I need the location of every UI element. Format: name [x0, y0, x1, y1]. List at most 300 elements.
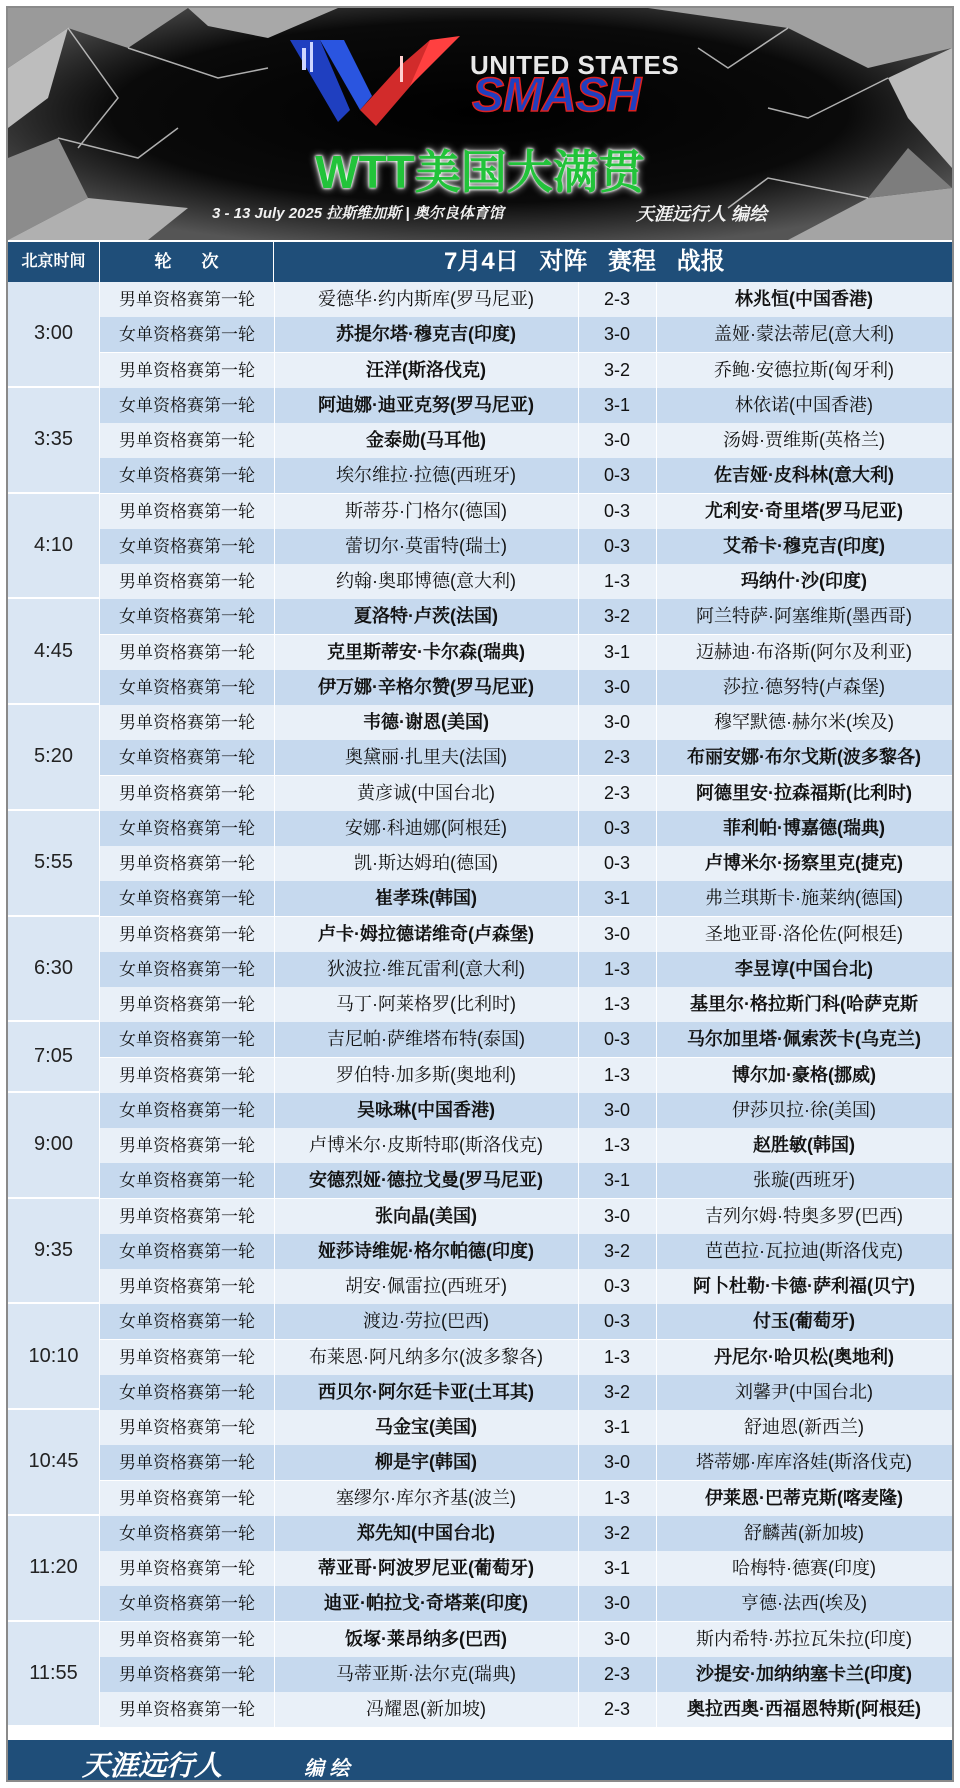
player1-cell: 狄波拉·维瓦雷利(意大利) — [327, 958, 525, 979]
column-divider — [274, 494, 275, 529]
round-cell: 女单资格赛第一轮 — [119, 959, 255, 979]
column-divider — [656, 1586, 657, 1621]
match-row — [100, 1445, 952, 1480]
player2-cell: 塔蒂娜·库库洛娃(斯洛伐克) — [696, 1452, 912, 1473]
column-divider — [656, 811, 657, 846]
column-divider — [274, 1093, 275, 1128]
column-divider — [578, 1586, 579, 1621]
round-cell: 男单资格赛第一轮 — [119, 1418, 255, 1437]
round-cell: 女单资格赛第一轮 — [119, 1382, 255, 1402]
column-divider — [578, 1692, 579, 1727]
header-date-title: 7月4日 对阵 赛程 战报 — [444, 248, 725, 275]
table-header — [8, 242, 952, 282]
column-divider — [578, 776, 579, 811]
round-cell: 男单资格赛第一轮 — [119, 572, 255, 591]
round-cell: 女单资格赛第一轮 — [119, 818, 255, 838]
event-title: WTT美国大满贯 — [315, 146, 645, 198]
player2-cell: 刘馨尹(中国台北) — [735, 1381, 873, 1402]
column-divider — [656, 635, 657, 670]
column-divider — [656, 1375, 657, 1410]
column-divider — [656, 1692, 657, 1727]
column-divider — [578, 1304, 579, 1339]
score-cell: 3-2 — [603, 606, 630, 627]
column-divider — [578, 529, 579, 564]
score-cell: 1-3 — [603, 1346, 630, 1367]
column-divider — [578, 1269, 579, 1304]
column-divider — [656, 1269, 657, 1304]
column-divider — [578, 282, 579, 317]
poster-frame — [6, 6, 954, 1782]
column-divider — [274, 1551, 275, 1586]
score-cell: 3-0 — [603, 1099, 630, 1120]
column-divider — [274, 776, 275, 811]
column-divider — [656, 282, 657, 317]
player2-cell: 佐吉娅·皮科林(意大利) — [714, 465, 894, 486]
column-divider — [274, 1128, 275, 1163]
column-divider — [274, 1445, 275, 1480]
round-cell: 男单资格赛第一轮 — [119, 1629, 255, 1649]
column-divider — [656, 1410, 657, 1445]
time-slot: 9:00 — [8, 1093, 100, 1199]
score-cell: 2-3 — [603, 1663, 630, 1684]
player2-cell: 圣地亚哥·洛伦佐(阿根廷) — [705, 923, 903, 944]
round-cell: 男单资格赛第一轮 — [119, 1065, 255, 1085]
match-row — [100, 388, 952, 423]
match-row — [100, 1340, 952, 1375]
player2-cell: 乔鲍·安德拉斯(匈牙利) — [714, 359, 894, 380]
logo-text-top: UNITED STATES — [470, 50, 680, 80]
player2-cell: 汤姆·贾维斯(英格兰) — [723, 430, 885, 450]
round-cell: 男单资格赛第一轮 — [119, 783, 255, 803]
time-slot: 3:00 — [8, 282, 100, 388]
column-divider — [274, 529, 275, 564]
score-cell: 3-0 — [603, 1628, 630, 1649]
player1-cell: 渡边·劳拉(巴西) — [363, 1311, 489, 1332]
column-divider — [656, 599, 657, 634]
player2-cell: 玛纳什·沙(印度) — [741, 571, 867, 591]
column-divider — [578, 1622, 579, 1657]
column-divider — [578, 1375, 579, 1410]
score-cell: 3-0 — [603, 676, 630, 697]
score-cell: 3-0 — [603, 1205, 630, 1226]
column-divider — [274, 1022, 275, 1057]
score-cell: 3-2 — [603, 359, 630, 380]
match-row — [100, 1163, 952, 1198]
column-divider — [274, 881, 275, 916]
player1-cell: 安娜·科迪娜(阿根廷) — [345, 817, 507, 838]
score-cell: 0-3 — [603, 1311, 630, 1332]
column-divider — [274, 282, 275, 317]
score-cell: 3-1 — [603, 394, 630, 415]
match-row — [100, 1128, 952, 1163]
column-divider — [578, 881, 579, 916]
column-divider — [274, 1375, 275, 1410]
round-cell: 女单资格赛第一轮 — [119, 748, 255, 768]
player2-cell: 哈梅特·德赛(印度) — [732, 1558, 876, 1578]
column-divider — [578, 388, 579, 423]
column-divider — [578, 917, 579, 952]
player2-cell: 莎拉·德努特(卢森堡) — [723, 676, 885, 697]
round-cell: 男单资格赛第一轮 — [119, 1664, 255, 1684]
time-slot: 5:55 — [8, 811, 100, 917]
round-cell: 女单资格赛第一轮 — [119, 1100, 255, 1120]
column-divider — [578, 740, 579, 775]
column-divider — [274, 1622, 275, 1657]
player1-cell: 吴咏琳(中国香港) — [357, 1099, 495, 1120]
round-cell: 女单资格赛第一轮 — [119, 889, 255, 909]
column-divider — [656, 881, 657, 916]
score-cell: 0-3 — [603, 853, 630, 873]
round-cell: 男单资格赛第一轮 — [119, 431, 255, 450]
player2-cell: 迈赫迪·布洛斯(阿尔及利亚) — [696, 641, 912, 662]
player1-cell: 伊万娜·辛格尔赞(罗马尼亚) — [318, 676, 534, 697]
match-row — [100, 529, 952, 564]
column-divider — [578, 458, 579, 493]
match-row — [100, 1058, 952, 1093]
match-row — [100, 1622, 952, 1657]
player2-cell: 弗兰琪斯卡·施莱纳(德国) — [705, 888, 903, 909]
player1-cell: 爱德华·约内斯库(罗马尼亚) — [318, 289, 534, 309]
match-row — [100, 740, 952, 775]
player1-cell: 金泰勋(马耳他) — [366, 430, 486, 450]
match-row — [100, 1692, 952, 1727]
score-cell: 0-3 — [603, 1029, 630, 1050]
player1-cell: 布莱恩·阿凡纳多尔(波多黎各) — [309, 1346, 543, 1367]
column-divider — [274, 388, 275, 423]
column-divider — [274, 564, 275, 599]
score-cell: 0-3 — [603, 1276, 630, 1296]
round-cell: 男单资格赛第一轮 — [119, 360, 255, 380]
player1-cell: 奥黛丽·扎里夫(法国) — [345, 747, 507, 768]
score-cell: 3-1 — [603, 888, 630, 909]
score-cell: 2-3 — [603, 1699, 630, 1719]
player2-cell: 伊莎贝拉·徐(美国) — [732, 1099, 876, 1120]
player2-cell: 马尔加里塔·佩索茨卡(乌克兰) — [687, 1029, 921, 1050]
round-cell: 女单资格赛第一轮 — [119, 325, 255, 345]
column-divider — [656, 529, 657, 564]
match-row — [100, 1586, 952, 1621]
round-cell: 男单资格赛第一轮 — [119, 1206, 255, 1226]
column-divider — [656, 1022, 657, 1057]
round-cell: 男单资格赛第一轮 — [119, 1453, 255, 1473]
column-divider — [578, 1551, 579, 1586]
column-divider — [274, 635, 275, 670]
header-time: 北京时间 — [8, 242, 100, 282]
round-cell: 男单资格赛第一轮 — [119, 1559, 255, 1578]
round-cell: 女单资格赛第一轮 — [119, 1241, 255, 1261]
round-cell: 女单资格赛第一轮 — [119, 607, 255, 627]
time-slot: 10:10 — [8, 1304, 100, 1410]
match-row — [100, 917, 952, 952]
column-divider — [578, 1199, 579, 1234]
player1-cell: 张向晶(美国) — [375, 1205, 477, 1226]
column-divider — [656, 353, 657, 388]
column-divider — [656, 423, 657, 458]
player2-cell: 丹尼尔·哈贝松(奥地利) — [714, 1346, 894, 1367]
column-divider — [578, 987, 579, 1022]
column-divider — [656, 1551, 657, 1586]
round-cell: 男单资格赛第一轮 — [119, 501, 255, 521]
round-cell: 男单资格赛第一轮 — [119, 713, 255, 732]
player1-cell: 马蒂亚斯·法尔克(瑞典) — [336, 1663, 516, 1684]
player1-cell: 塞缪尔·库尔齐基(波兰) — [336, 1487, 516, 1508]
score-cell: 2-3 — [603, 747, 630, 768]
round-cell: 女单资格赛第一轮 — [119, 466, 255, 486]
player2-cell: 阿兰特萨·阿塞维斯(墨西哥) — [696, 606, 912, 627]
round-cell: 男单资格赛第一轮 — [119, 642, 255, 662]
column-divider — [578, 1340, 579, 1375]
score-cell: 3-0 — [603, 923, 630, 944]
player1-cell: 马金宝(美国) — [375, 1417, 477, 1437]
column-divider — [274, 1586, 275, 1621]
player1-cell: 夏洛特·卢茨(法国) — [354, 606, 498, 627]
player1-cell: 吉尼帕·萨维塔布特(泰国) — [327, 1029, 525, 1050]
round-cell: 男单资格赛第一轮 — [119, 1277, 255, 1296]
column-divider — [656, 740, 657, 775]
player2-cell: 伊莱恩·巴蒂克斯(喀麦隆) — [705, 1487, 903, 1508]
column-divider — [656, 1199, 657, 1234]
match-row — [100, 705, 952, 740]
score-cell: 3-1 — [603, 641, 630, 662]
footer-bar — [8, 1740, 952, 1782]
column-divider — [656, 1128, 657, 1163]
player1-cell: 冯耀恩(新加坡) — [366, 1699, 486, 1719]
column-divider — [274, 353, 275, 388]
match-row — [100, 494, 952, 529]
player2-cell: 艾希卡·穆克吉(印度) — [723, 535, 885, 556]
column-divider — [578, 353, 579, 388]
column-divider — [656, 776, 657, 811]
player2-cell: 穆罕默德·赫尔米(埃及) — [714, 712, 894, 732]
column-divider — [274, 1058, 275, 1093]
player1-cell: 蕾切尔·莫雷特(瑞士) — [345, 535, 507, 556]
score-cell: 3-0 — [603, 1593, 630, 1614]
column-divider — [578, 635, 579, 670]
match-row — [100, 670, 952, 705]
match-row — [100, 1022, 952, 1057]
column-divider — [656, 1445, 657, 1480]
round-cell: 男单资格赛第一轮 — [119, 290, 255, 309]
player1-cell: 黄彦诚(中国台北) — [357, 782, 495, 803]
player1-cell: 饭塚·莱昂纳多(巴西) — [345, 1628, 507, 1649]
match-row — [100, 458, 952, 493]
player1-cell: 崔孝珠(韩国) — [375, 888, 477, 909]
player1-cell: 卢博米尔·皮斯特耶(斯洛伐克) — [309, 1135, 543, 1155]
score-cell: 3-2 — [603, 1381, 630, 1402]
round-cell: 男单资格赛第一轮 — [119, 1700, 255, 1719]
column-divider — [578, 1410, 579, 1445]
player2-cell: 吉列尔姆·特奥多罗(巴西) — [705, 1205, 903, 1226]
round-cell: 男单资格赛第一轮 — [119, 1347, 255, 1367]
player1-cell: 汪洋(斯洛伐克) — [366, 359, 486, 380]
footer-label: 编 绘 — [304, 1758, 350, 1780]
column-divider — [578, 1093, 579, 1128]
round-cell: 男单资格赛第一轮 — [119, 924, 255, 944]
score-cell: 3-1 — [603, 1417, 630, 1437]
player1-cell: 胡安·佩雷拉(西班牙) — [345, 1276, 507, 1296]
score-cell: 0-3 — [603, 817, 630, 838]
player1-cell: 约翰·奥耶博德(意大利) — [336, 571, 516, 591]
round-cell: 女单资格赛第一轮 — [119, 395, 255, 415]
match-row — [100, 317, 952, 352]
column-divider — [656, 317, 657, 352]
player1-cell: 西贝尔·阿尔廷卡亚(土耳其) — [318, 1381, 534, 1402]
score-cell: 3-0 — [603, 324, 630, 345]
time-slot: 10:45 — [8, 1410, 100, 1516]
column-divider — [274, 599, 275, 634]
player1-cell: 阿迪娜·迪亚克努(罗马尼亚) — [318, 394, 534, 415]
round-cell: 男单资格赛第一轮 — [119, 1136, 255, 1155]
column-divider — [656, 1304, 657, 1339]
match-row — [100, 353, 952, 388]
match-row — [100, 1481, 952, 1516]
time-slot: 4:45 — [8, 599, 100, 705]
column-divider — [274, 952, 275, 987]
column-divider — [578, 952, 579, 987]
column-divider — [274, 846, 275, 881]
column-divider — [578, 599, 579, 634]
time-slot: 4:10 — [8, 494, 100, 600]
column-divider — [656, 670, 657, 705]
time-slot: 11:55 — [8, 1622, 100, 1728]
banner-author: 天涯远行人 编绘 — [636, 204, 768, 224]
player2-cell: 卢博米尔·扬察里克(捷克) — [705, 853, 903, 873]
column-divider — [274, 423, 275, 458]
player2-cell: 芭芭拉·瓦拉迪(斯洛伐克) — [705, 1240, 903, 1261]
player1-cell: 安德烈娅·德拉戈曼(罗马尼亚) — [309, 1170, 543, 1191]
player1-cell: 蒂亚哥·阿波罗尼亚(葡萄牙) — [318, 1558, 534, 1578]
score-cell: 0-3 — [603, 535, 630, 556]
score-cell: 3-0 — [603, 430, 630, 450]
time-slot: 9:35 — [8, 1199, 100, 1305]
round-cell: 女单资格赛第一轮 — [119, 536, 255, 556]
match-row — [100, 635, 952, 670]
match-row — [100, 423, 952, 458]
score-cell: 1-3 — [603, 571, 630, 591]
player2-cell: 张璇(西班牙) — [753, 1170, 855, 1191]
time-slot: 6:30 — [8, 917, 100, 1023]
score-cell: 2-3 — [603, 289, 630, 309]
column-divider — [656, 705, 657, 740]
round-cell: 女单资格赛第一轮 — [119, 1594, 255, 1614]
score-cell: 3-0 — [603, 712, 630, 732]
column-divider — [274, 987, 275, 1022]
player1-cell: 柳是宇(韩国) — [375, 1452, 477, 1473]
player2-cell: 菲利帕·博嘉德(瑞典) — [723, 817, 885, 838]
column-divider — [274, 1516, 275, 1551]
column-divider — [578, 1234, 579, 1269]
column-divider — [274, 1340, 275, 1375]
column-divider — [578, 1058, 579, 1093]
column-divider — [578, 1481, 579, 1516]
round-cell: 男单资格赛第一轮 — [119, 854, 255, 873]
match-row — [100, 1657, 952, 1692]
column-divider — [274, 1481, 275, 1516]
player2-cell: 李昱谆(中国台北) — [735, 958, 873, 979]
match-row — [100, 1304, 952, 1339]
round-cell: 男单资格赛第一轮 — [119, 1488, 255, 1508]
column-divider — [578, 1445, 579, 1480]
round-cell: 女单资格赛第一轮 — [119, 677, 255, 697]
column-divider — [656, 388, 657, 423]
score-cell: 0-3 — [603, 465, 630, 486]
player1-cell: 郑先知(中国台北) — [357, 1522, 495, 1543]
match-row — [100, 1410, 952, 1445]
footer-author: 天涯远行人 — [82, 1750, 223, 1781]
player2-cell: 奥拉西奥·西福恩特斯(阿根廷) — [687, 1699, 921, 1719]
time-slot: 7:05 — [8, 1022, 100, 1093]
column-divider — [578, 1516, 579, 1551]
match-row — [100, 1234, 952, 1269]
column-divider — [578, 670, 579, 705]
column-divider — [656, 458, 657, 493]
column-divider — [656, 1163, 657, 1198]
player1-cell: 克里斯蒂安·卡尔森(瑞典) — [327, 641, 525, 662]
column-divider — [656, 917, 657, 952]
column-divider — [578, 1163, 579, 1198]
match-row — [100, 1516, 952, 1551]
match-row — [100, 987, 952, 1022]
column-divider — [578, 317, 579, 352]
player2-cell: 赵胜敏(韩国) — [753, 1135, 855, 1155]
score-cell: 3-1 — [603, 1558, 630, 1578]
score-cell: 1-3 — [603, 994, 630, 1014]
score-cell: 1-3 — [603, 1487, 630, 1508]
column-divider — [274, 670, 275, 705]
column-divider — [578, 564, 579, 599]
match-row — [100, 1269, 952, 1304]
player2-cell: 亨德·法西(埃及) — [741, 1593, 867, 1614]
player2-cell: 林兆恒(中国香港) — [735, 289, 873, 309]
match-row — [100, 1551, 952, 1586]
column-divider — [656, 564, 657, 599]
column-divider — [656, 987, 657, 1022]
column-divider — [578, 1657, 579, 1692]
match-row — [100, 1093, 952, 1128]
column-divider — [578, 705, 579, 740]
match-row — [100, 282, 952, 317]
column-divider — [656, 952, 657, 987]
score-cell: 3-0 — [603, 1452, 630, 1473]
column-divider — [274, 1657, 275, 1692]
round-cell: 女单资格赛第一轮 — [119, 1312, 255, 1332]
player2-cell: 博尔加·豪格(挪威) — [732, 1064, 876, 1085]
time-slot: 3:35 — [8, 388, 100, 494]
event-banner — [8, 8, 952, 240]
column-divider — [578, 494, 579, 529]
column-divider — [274, 1163, 275, 1198]
player2-cell: 基里尔·格拉斯门科(哈萨克斯 — [690, 994, 918, 1014]
player1-cell: 卢卡·姆拉德诺维奇(卢森堡) — [318, 923, 534, 944]
time-slot: 5:20 — [8, 705, 100, 811]
player2-cell: 沙提安·加纳纳塞卡兰(印度) — [696, 1663, 912, 1684]
column-divider — [274, 740, 275, 775]
round-cell: 女单资格赛第一轮 — [119, 1030, 255, 1050]
player2-cell: 舒迪恩(新西兰) — [744, 1417, 864, 1437]
player1-cell: 罗伯特·加多斯(奥地利) — [336, 1064, 516, 1085]
round-cell: 女单资格赛第一轮 — [119, 1523, 255, 1543]
score-cell: 0-3 — [603, 500, 630, 521]
score-cell: 3-2 — [603, 1522, 630, 1543]
column-divider — [274, 1692, 275, 1727]
column-divider — [656, 1622, 657, 1657]
header-round: 轮次 — [100, 242, 274, 282]
player1-cell: 迪亚·帕拉戈·奇塔莱(印度) — [324, 1593, 528, 1614]
player2-cell: 舒麟茜(新加坡) — [744, 1522, 864, 1543]
logo-text-smash: SMASH — [472, 69, 641, 122]
match-row — [100, 1375, 952, 1410]
player2-cell: 尤利安·奇里塔(罗马尼亚) — [705, 500, 903, 521]
